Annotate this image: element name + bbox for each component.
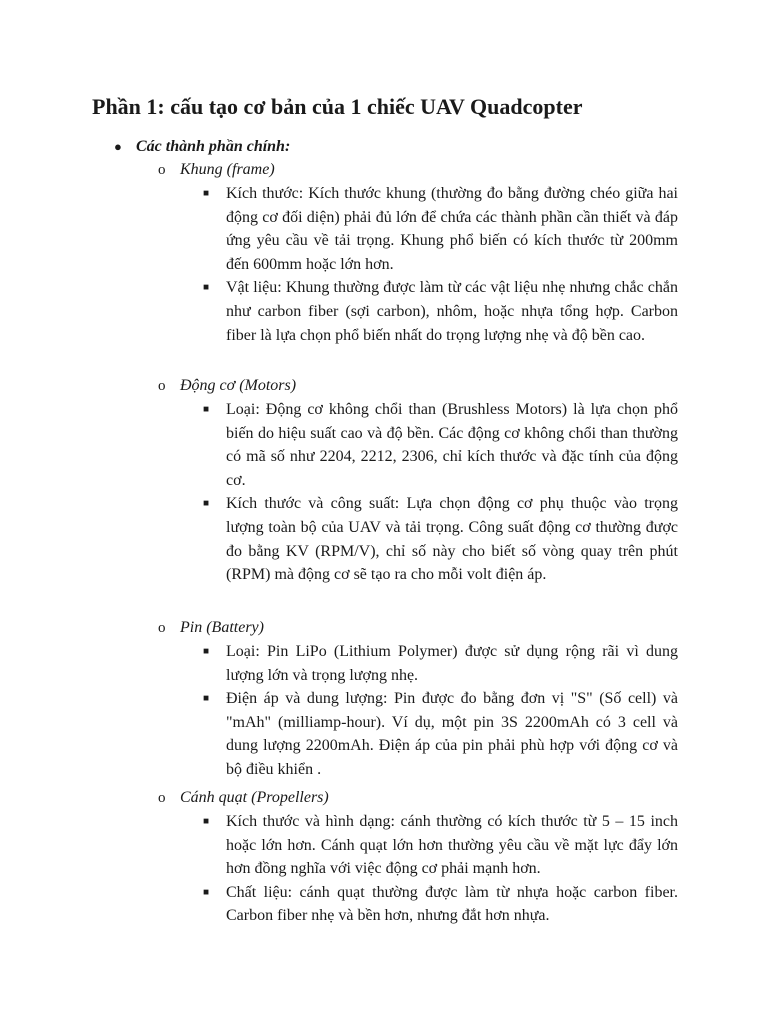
section-frame (158, 158, 678, 347)
list-item-text: Chất liệu: cánh quạt thường được làm từ nhựa hoặc carbon fiber. Carbon fiber nhẹ và bền hơn, nhưng đắt hơn nhựa. (226, 883, 678, 925)
section-label (158, 786, 678, 810)
list-item-text: Điện áp và dung lượng: Pin được đo bằng đơn vị "S" (Số cell) và "mAh" (milliamp-hour). Ví dụ, một pin 3S 2200mAh có 3 cell và dung lượng 2200mAh. Điện áp của pin phải phù hợp với động cơ và bộ điều khiển . (226, 690, 678, 778)
section-label (158, 616, 678, 640)
section-label (158, 374, 678, 398)
page-title: Phần 1: cấu tạo cơ bản của 1 chiếc UAV Quadcopter (92, 94, 583, 119)
square-bullet-icon: ■ (203, 282, 210, 294)
square-bullet-icon: ■ (203, 646, 210, 657)
section-propellers (158, 786, 678, 928)
section-label-text: Động cơ (Motors) (180, 377, 297, 394)
section-battery (158, 616, 678, 782)
square-bullet-icon: ■ (203, 693, 210, 705)
square-bullet-icon: ■ (203, 404, 210, 415)
list-item (203, 687, 678, 781)
list-item-text: Kích thước và hình dạng: cánh thường có kích thước từ 5 – 15 inch hoặc lớn hơn. Cánh quạt lớn hơn thường yêu cầu về mặt lực đẩy lớn hơn đồng nghĩa với việc động cơ phải mạnh hơn. (226, 813, 678, 878)
square-bullet-icon: ■ (203, 188, 210, 199)
circle-bullet-icon: o (158, 620, 166, 636)
main-components-heading (114, 136, 291, 158)
section-label-text: Pin (Battery) (180, 619, 264, 636)
list-item (203, 810, 678, 881)
square-bullet-icon: ■ (203, 886, 210, 898)
heading-text: Các thành phần chính: (136, 138, 291, 155)
section-motors (158, 374, 678, 587)
circle-bullet-icon: o (158, 378, 166, 394)
list-item-text: Loại: Động cơ không chổi than (Brushless Motors) là lựa chọn phổ biến do hiệu suất cao và độ bền. Các động cơ không chổi than thường có mã số như 2204, 2212, 2306, chỉ kích thước và đặc tính của động cơ. (226, 401, 678, 489)
section-label (158, 158, 678, 182)
list-item (203, 492, 678, 586)
circle-bullet-icon: o (158, 790, 166, 806)
list-item (203, 276, 678, 347)
section-label-text: Cánh quạt (Propellers) (180, 789, 329, 806)
square-bullet-icon: ■ (203, 816, 210, 827)
list-item-text: Loại: Pin LiPo (Lithium Polymer) được sử dụng rộng rãi vì dung lượng lớn và trọng lượng nhẹ. (226, 643, 678, 684)
list-item-text: Kích thước và công suất: Lựa chọn động cơ phụ thuộc vào trọng lượng toàn bộ của UAV và tải trọng. Công suất động cơ thường được đo bằng KV (RPM/V), chỉ số này cho biết số vòng quay trên phút (RPM) mà động cơ sẽ tạo ra cho mỗi volt điện áp. (226, 495, 678, 584)
circle-bullet-icon: o (158, 162, 166, 178)
list-item (203, 398, 678, 492)
list-item (203, 182, 678, 276)
list-item-text: Kích thước: Kích thước khung (thường đo bằng đường chéo giữa hai động cơ đối diện) phải đủ lớn để chứa các thành phần cần thiết và đáp ứng yêu cầu về tải trọng. Khung phổ biến có kích thước từ 200mm đến 600mm hoặc lớn hơn. (226, 185, 678, 273)
section-label-text: Khung (frame) (180, 161, 275, 178)
list-item (203, 640, 678, 687)
square-bullet-icon: ■ (203, 498, 210, 510)
bullet-dot-icon: ● (114, 139, 122, 154)
list-item (203, 881, 678, 928)
list-item-text: Vật liệu: Khung thường được làm từ các vật liệu nhẹ nhưng chắc chắn như carbon fiber (sợi carbon), nhôm, hoặc nhựa tổng hợp. Carbon fiber là lựa chọn phổ biến nhất do trọng lượng nhẹ và độ bền cao. (226, 279, 678, 344)
